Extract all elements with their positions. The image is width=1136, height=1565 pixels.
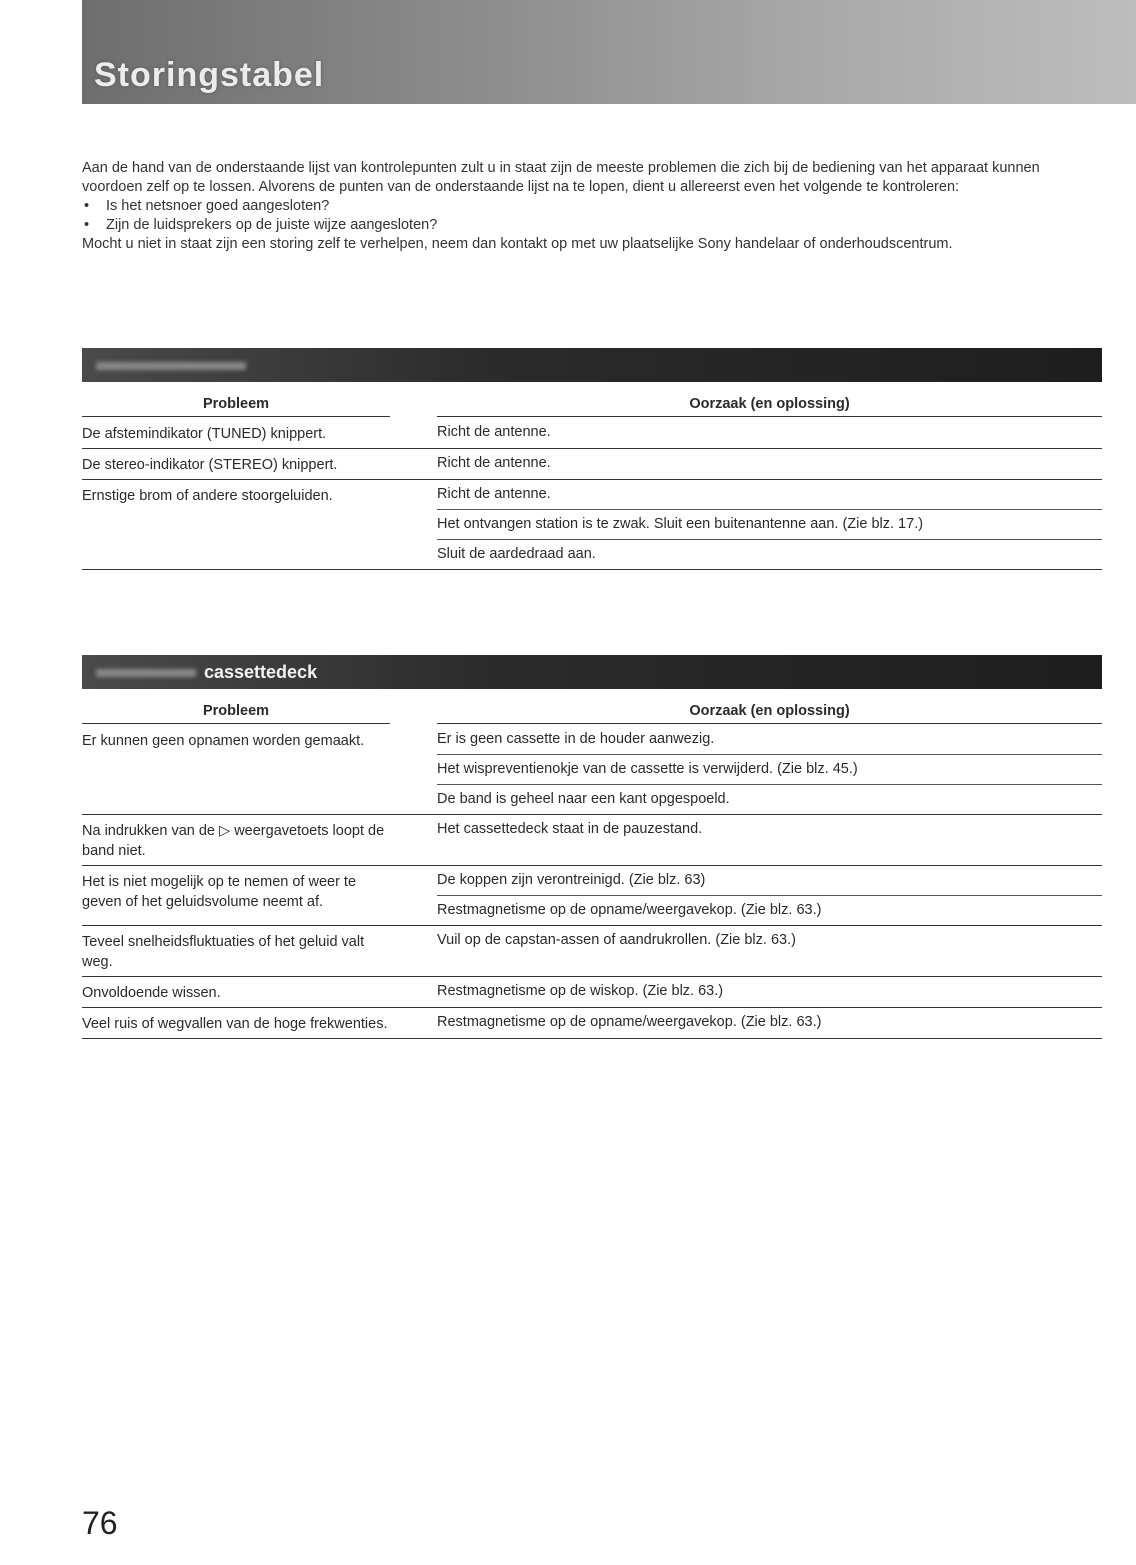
column-header-cause: Oorzaak (en oplossing)	[437, 396, 1102, 417]
section-title-blurred	[96, 669, 196, 677]
table-row	[82, 449, 1102, 480]
cause-list	[437, 815, 1102, 865]
problem-cell: De afstemindikator (TUNED) knippert.	[82, 426, 327, 442]
problem-cell: De stereo-indikator (STEREO) knippert.	[82, 457, 338, 473]
section-header	[82, 348, 1102, 382]
table-row	[82, 977, 1102, 1008]
cause-cell: Richt de antenne.	[437, 480, 1102, 510]
table-row	[82, 480, 1102, 570]
problem-cell: Er kunnen geen opnamen worden gemaakt.	[82, 733, 365, 749]
section-title-blurred	[96, 362, 246, 370]
cause-list	[437, 866, 1102, 925]
cause-cell: Het cassettedeck staat in de pauzestand.	[437, 821, 703, 837]
header-banner	[82, 0, 1136, 104]
column-header-problem: Probleem	[82, 703, 390, 724]
problem-cell: Onvoldoende wissen.	[82, 985, 221, 1001]
column-header-problem: Probleem	[82, 396, 390, 417]
cause-list	[437, 449, 1102, 479]
cause-cell: Restmagnetisme op de wiskop. (Zie blz. 63.)	[437, 983, 724, 999]
cause-cell: Het wispreventienokje van de cassette is verwijderd. (Zie blz. 45.)	[437, 755, 1102, 785]
problem-cell: Veel ruis of wegvallen van de hoge frekwenties.	[82, 1016, 388, 1032]
check-item: • Is het netsnoer goed aangesloten?	[82, 197, 1092, 216]
page-title: Storingstabel	[94, 56, 325, 94]
table-row	[82, 815, 1102, 866]
table-header	[82, 689, 1102, 725]
table-row	[82, 418, 1102, 449]
section-tuner	[82, 348, 1102, 570]
table-header	[82, 382, 1102, 418]
intro-text	[82, 159, 1092, 254]
cause-cell: Restmagnetisme op de opname/weergavekop. (Zie blz. 63.)	[437, 1014, 822, 1030]
check-item: • Zijn de luidsprekers op de juiste wijze aangesloten?	[82, 216, 1092, 235]
cause-cell: Sluit de aardedraad aan.	[437, 546, 596, 562]
cause-cell: De band is geheel naar een kant opgespoeld.	[437, 791, 730, 807]
section-cassettedeck	[82, 655, 1102, 1039]
problem-cell: Ernstige brom of andere stoorgeluiden.	[82, 488, 333, 504]
cause-cell: Richt de antenne.	[437, 424, 551, 440]
table-row	[82, 926, 1102, 977]
intro-closing: Mocht u niet in staat zijn een storing zelf te verhelpen, neem dan kontakt op met uw plaatselijke Sony handelaar of onderhoudscentrum.	[82, 236, 953, 252]
cause-cell: Restmagnetisme op de opname/weergavekop. (Zie blz. 63.)	[437, 902, 822, 918]
page-number: 76	[82, 1505, 118, 1541]
section-header	[82, 655, 1102, 689]
column-header-cause: Oorzaak (en oplossing)	[437, 703, 1102, 724]
table-row	[82, 1008, 1102, 1039]
table-row	[82, 725, 1102, 815]
cause-list	[437, 480, 1102, 569]
cause-list	[437, 418, 1102, 448]
problem-cell: Na indrukken van de ▷ weergavetoets loopt de band niet.	[82, 823, 385, 859]
check-list	[82, 197, 1092, 235]
table-row	[82, 866, 1102, 926]
intro-paragraph: Aan de hand van de onderstaande lijst van kontrolepunten zult u in staat zijn de meeste problemen die zich bij de bediening van het apparaat kunnen voordoen zelf op te lossen. Alvorens de punten van de onderstaande lijst na te lopen, dient u allereerst even het volgende te kontroleren:	[82, 160, 1040, 195]
cause-cell: De koppen zijn verontreinigd. (Zie blz. 63)	[437, 866, 1102, 896]
cause-list	[437, 725, 1102, 814]
cause-cell: Vuil op de capstan-assen of aandrukrollen. (Zie blz. 63.)	[437, 932, 796, 948]
cause-list	[437, 977, 1102, 1007]
problem-cell: Het is niet mogelijk op te nemen of weer te geven of het geluidsvolume neemt af.	[82, 874, 357, 910]
cause-list	[437, 1008, 1102, 1038]
cause-cell: Richt de antenne.	[437, 455, 551, 471]
section-title: cassettedeck	[204, 662, 318, 682]
cause-cell: Het ontvangen station is te zwak. Sluit een buitenantenne aan. (Zie blz. 17.)	[437, 510, 1102, 540]
cause-list	[437, 926, 1102, 976]
cause-cell: Er is geen cassette in de houder aanwezig.	[437, 725, 1102, 755]
problem-cell: Teveel snelheidsfluktuaties of het geluid valt weg.	[82, 934, 365, 970]
